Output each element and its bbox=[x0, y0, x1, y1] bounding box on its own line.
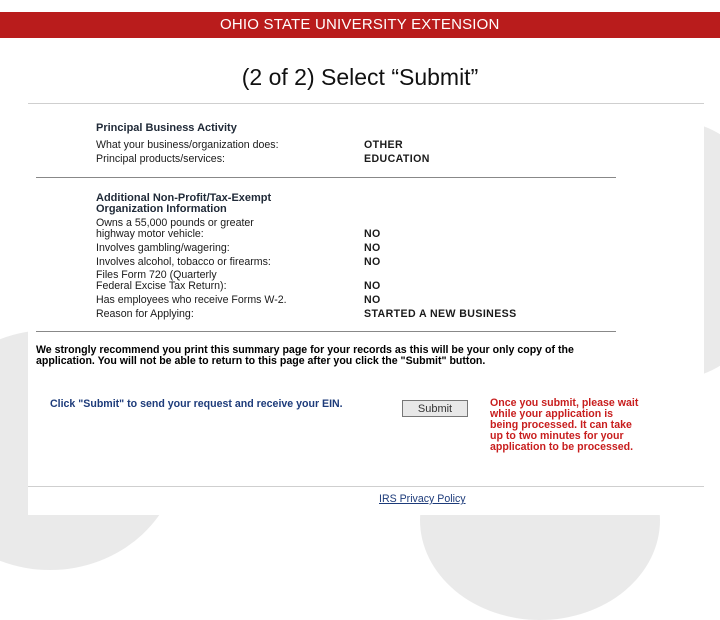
footer-border bbox=[28, 486, 704, 487]
submit-button[interactable]: Submit bbox=[402, 400, 468, 417]
field-label: Principal products/services: bbox=[96, 153, 225, 165]
slide-title: (2 of 2) Select “Submit” bbox=[241, 64, 479, 90]
field-value: STARTED A NEW BUSINESS bbox=[364, 308, 517, 320]
section-heading-principal: Principal Business Activity bbox=[96, 122, 237, 134]
field-label: Has employees who receive Forms W-2. bbox=[96, 294, 287, 306]
field-label: highway motor vehicle: bbox=[96, 228, 204, 240]
print-warning: We strongly recommend you print this summary page for your records as this will be your only copy of the application. You will not be able to return to this page after you click the "Submit" button. bbox=[36, 344, 574, 367]
header-banner bbox=[0, 12, 720, 38]
divider bbox=[36, 331, 616, 332]
privacy-policy-link[interactable]: IRS Privacy Policy bbox=[379, 493, 466, 505]
banner-title: OHIO STATE UNIVERSITY EXTENSION bbox=[220, 16, 500, 33]
field-label: Federal Excise Tax Return): bbox=[96, 280, 227, 292]
field-label: What your business/organization does: bbox=[96, 139, 279, 151]
top-border bbox=[28, 103, 704, 104]
field-value: NO bbox=[364, 242, 381, 254]
field-label-line1: Owns a 55,000 pounds or greater bbox=[96, 217, 254, 229]
field-label-line1: Files Form 720 (Quarterly bbox=[96, 269, 217, 281]
section-heading-additional: Additional Non-Profit/Tax-Exempt bbox=[96, 192, 272, 204]
field-label: Reason for Applying: bbox=[96, 308, 194, 320]
field-value: OTHER bbox=[364, 139, 404, 151]
irs-summary-screenshot bbox=[28, 103, 704, 515]
field-value: NO bbox=[364, 256, 381, 268]
processing-notice: Once you submit, please wait while your application is being processed. It can take up to two minutes for your application to be processed. bbox=[490, 397, 639, 453]
field-value: NO bbox=[364, 228, 381, 240]
field-value: NO bbox=[364, 294, 381, 306]
submit-instructions: Click "Submit" to send your request and receive your EIN. bbox=[50, 398, 343, 410]
divider bbox=[36, 177, 616, 178]
section-heading-additional-line2: Organization Information bbox=[96, 203, 227, 215]
field-label: Involves alcohol, tobacco or firearms: bbox=[96, 256, 271, 268]
field-value: NO bbox=[364, 280, 381, 292]
field-value: EDUCATION bbox=[364, 153, 430, 165]
field-label: Involves gambling/wagering: bbox=[96, 242, 230, 254]
